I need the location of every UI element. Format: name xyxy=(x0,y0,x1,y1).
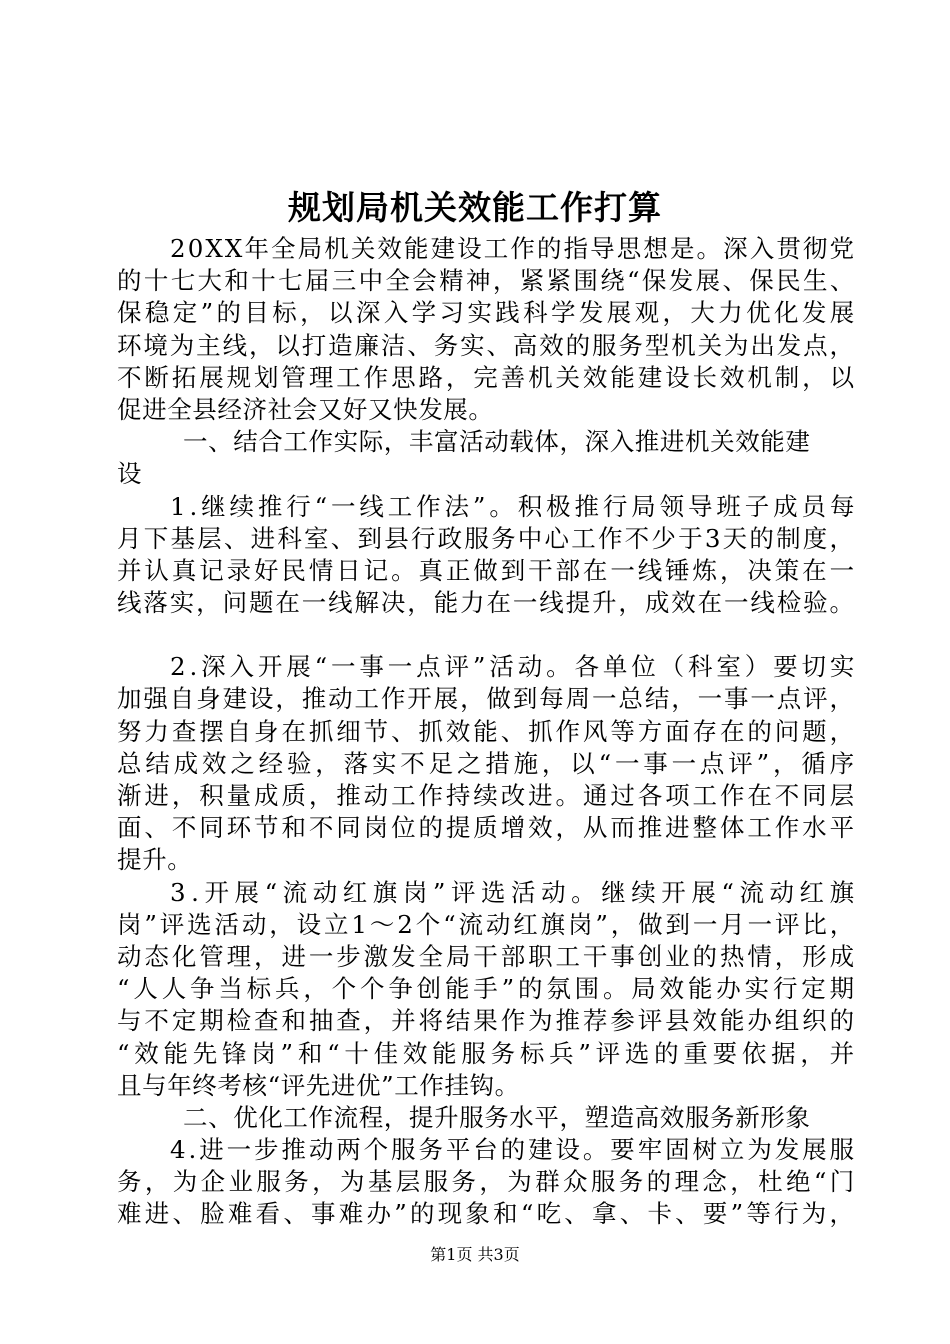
text-line: 2 0 X X 年 全 局 机 关 效 能 建 设 工 作 的 指 导 思 想 是 。 深 入 贯 彻 党 xyxy=(170,234,855,263)
text-line: 与 不 定 期 检 查 和 抽 查 ， 并 将 结 果 作 为 推 荐 参 评 县 效 能 办 组 织 的 xyxy=(117,1006,855,1036)
text-line: 保 稳 定 ” 的 目 标 ， 以 深 入 学 习 实 践 科 学 发 展 观 ， 大 力 优 化 发 展 xyxy=(117,298,855,328)
text-line xyxy=(117,619,855,651)
text-line: 务 ， 为 企 业 服 务 ， 为 基 层 服 务 ， 为 群 众 服 务 的 理 念 ， 杜 绝 “ 门 xyxy=(117,1167,855,1197)
text-line: 一、结合工作实际，丰富活动载体，深入推进机关效能建 xyxy=(183,427,811,457)
text-line: 难 进 、 脸 难 看 、 事 难 办 ” 的 现 象 和 “ 吃 、 拿 、 卡 、 要 ” 等 行 为 ， xyxy=(117,1199,855,1229)
text-line: 并 认 真 记 录 好 民 情 日 记 。 真 正 做 到 干 部 在 一 线 锤 炼 ， 决 策 在 一 xyxy=(117,555,855,585)
text-line: 且与年终考核“评先进优”工作挂钩。 xyxy=(117,1070,520,1100)
text-line: 促进全县经济社会又好又快发展。 xyxy=(117,394,494,424)
text-line: 渐 进 ， 积 量 成 质 ， 推 动 工 作 持 续 改 进 。 通 过 各 项 工 作 在 不 同 层 xyxy=(117,781,855,810)
text-line: 月 下 基 层 、 进 科 室 、 到 县 行 政 服 务 中 心 工 作 不 少 于 3 天 的 制 度 ， xyxy=(117,523,855,553)
text-line: 努 力 查 摆 自 身 在 抓 细 节 、 抓 效 能 、 抓 作 风 等 方 面 存 在 的 问 题 ， xyxy=(117,716,855,746)
text-line: 线 落 实 ， 问 题 在 一 线 解 决 ， 能 力 在 一 线 提 升 ， 成 效 在 一 线 检 验 。 xyxy=(117,588,855,618)
text-line: 4 . 进 一 步 推 动 两 个 服 务 平 台 的 建 设 。 要 牢 固 树 立 为 发 展 服 xyxy=(170,1135,855,1165)
text-line: 岗 ” 评 选 活 动 ， 设 立 1 ～ 2 个 “ 流 动 红 旗 岗 ” ， 做 到 一 月 一 评 比 ， xyxy=(117,909,855,939)
text-line: “ 人 人 争 当 标 兵 ， 个 个 争 创 能 手 ” 的 氛 围 。 局 效 能 办 实 行 定 期 xyxy=(117,974,855,1004)
text-line: 总 结 成 效 之 经 验 ， 落 实 不 足 之 措 施 ， 以 “ 一 事 一 点 评 ” ， 循 序 xyxy=(117,748,855,778)
text-line: “ 效 能 先 锋 岗 ” 和 “ 十 佳 效 能 服 务 标 兵 ” 评 选 的 重 要 依 据 ， 并 xyxy=(117,1038,855,1068)
text-line: 加 强 自 身 建 设 ， 推 动 工 作 开 展 ， 做 到 每 周 一 总 结 ， 一 事 一 点 评 ， xyxy=(117,684,855,714)
text-line: 设 xyxy=(117,459,143,489)
text-line: 1 . 继 续 推 行 “ 一 线 工 作 法 ” 。 积 极 推 行 局 领 导 班 子 成 员 每 xyxy=(170,491,855,521)
text-line: 不 断 拓 展 规 划 管 理 工 作 思 路 ， 完 善 机 关 效 能 建 设 长 效 机 制 ， 以 xyxy=(117,362,855,392)
text-line: 面 、 不 同 环 节 和 不 同 岗 位 的 提 质 增 效 ， 从 而 推 进 整 体 工 作 水 平 xyxy=(117,813,855,843)
text-line: 二、优化工作流程，提升服务水平，塑造高效服务新形象 xyxy=(183,1102,811,1132)
document-body xyxy=(117,233,855,1231)
text-line: 环 境 为 主 线 ， 以 打 造 廉 洁 、 务 实 、 高 效 的 服 务 型 机 关 为 出 发 点 ， xyxy=(117,330,855,360)
text-line: 2 . 深 入 开 展 “ 一 事 一 点 评 ” 活 动 。 各 单 位 （ 科 室 ） 要 切 实 xyxy=(170,652,855,682)
text-line: 动 态 化 管 理 ， 进 一 步 激 发 全 局 干 部 职 工 干 事 创 业 的 热 情 ， 形 成 xyxy=(117,941,855,971)
document-title: 规划局机关效能工作打算 xyxy=(288,188,662,227)
text-line: 提升。 xyxy=(117,845,193,875)
page-footer: 第1页 共3页 xyxy=(430,1245,520,1264)
text-line: 3 . 开 展 “ 流 动 红 旗 岗 ” 评 选 活 动 。 继 续 开 展 “ 流 动 红 旗 xyxy=(170,877,855,907)
text-line: 的 十 七 大 和 十 七 届 三 中 全 会 精 神 ， 紧 紧 围 绕 “ 保 发 展 、 保 民 生 、 xyxy=(117,266,855,296)
